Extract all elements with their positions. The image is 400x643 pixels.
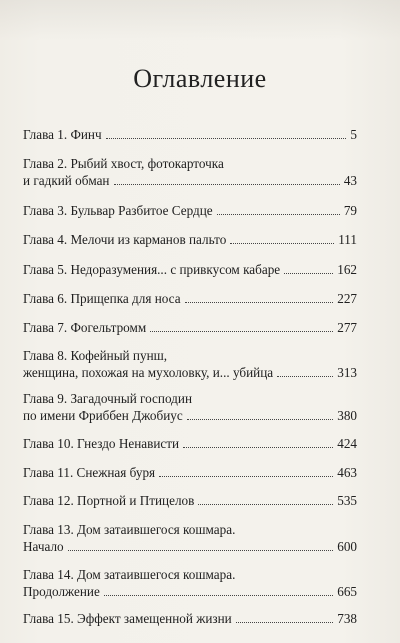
toc-entry-title: Глава 10. Гнездо Ненависти [23, 436, 180, 451]
toc-entry-page: 227 [337, 291, 357, 306]
dot-leader [150, 330, 333, 332]
toc-entry-page: 463 [337, 465, 357, 480]
toc-entry-2 [23, 155, 357, 189]
dot-leader [198, 503, 333, 505]
toc-entry-title-cont: женщина, похожая на мухоловку, и... убийца [23, 365, 274, 380]
toc-entry-title: Глава 6. Прищепка для носа [23, 291, 181, 306]
toc-entry-title: Глава 2. Рыбий хвост, фотокарточка [23, 156, 224, 171]
toc-entry-page: 535 [337, 493, 357, 508]
toc-entry-title: Глава 13. Дом затаившегося кошмара. [23, 522, 236, 537]
toc-entry-10 [23, 435, 357, 452]
toc-entry-page: 5 [350, 127, 357, 142]
toc-entry-title-cont: Начало [23, 539, 64, 554]
toc-entry-5 [23, 261, 357, 278]
dot-leader [236, 621, 333, 623]
toc-entry-9 [23, 390, 357, 424]
toc-entry-title: Глава 12. Портной и Птицелов [23, 493, 195, 508]
toc-entry-title: Глава 14. Дом затаившегося кошмара. [23, 567, 236, 582]
dot-leader [284, 272, 333, 274]
toc-entry-6 [23, 290, 357, 307]
dot-leader [106, 137, 347, 139]
dot-leader [68, 549, 334, 551]
toc-entry-page: 600 [337, 539, 357, 554]
page-title: Оглавление [133, 64, 267, 93]
toc-entry-1 [23, 126, 357, 143]
toc-entry-page: 79 [343, 203, 357, 218]
dot-leader [217, 213, 340, 215]
toc-entry-title: Глава 5. Недоразумения... с привкусом кабаре [23, 262, 281, 277]
dot-leader [277, 375, 333, 377]
toc-entry-page: 424 [337, 436, 357, 451]
dot-leader [104, 594, 333, 596]
toc-entry-title: Глава 1. Финч [23, 127, 102, 142]
toc-entry-3 [23, 202, 357, 219]
toc-entry-page: 162 [337, 262, 357, 277]
toc-entry-title-cont: Продолжение [23, 584, 100, 599]
toc-entry-13 [23, 521, 357, 555]
dot-leader [187, 418, 333, 420]
dot-leader [183, 446, 333, 448]
toc-entry-title-cont: по имени Фриббен Джобиус [23, 408, 183, 423]
toc-entry-title: Глава 7. Фогельтромм [23, 320, 147, 335]
dot-leader [185, 301, 334, 303]
toc-entry-8 [23, 347, 357, 381]
toc-entry-4 [23, 231, 357, 248]
dot-leader [114, 183, 340, 185]
toc-entry-12 [23, 492, 357, 509]
toc-entry-page: 277 [337, 320, 357, 335]
toc-entry-title: Глава 11. Снежная буря [23, 465, 156, 480]
toc-entry-title: Глава 8. Кофейный пунш, [23, 348, 168, 363]
toc-entry-title: Глава 15. Эффект замещенной жизни [23, 611, 232, 626]
toc-entry-14 [23, 566, 357, 600]
toc-entry-title: Глава 4. Мелочи из карманов пальто [23, 232, 227, 247]
toc-entry-15 [23, 610, 357, 627]
toc-entry-page: 665 [337, 584, 357, 599]
toc-entry-page: 313 [337, 365, 357, 380]
toc-entry-title: Глава 9. Загадочный господин [23, 391, 192, 406]
toc-entry-7 [23, 319, 357, 336]
page-shadow [0, 0, 400, 40]
dot-leader [159, 475, 333, 477]
toc-entry-title-cont: и гадкий обман [23, 173, 110, 188]
dot-leader [230, 242, 334, 244]
toc-entry-page: 380 [337, 408, 357, 423]
toc-entry-page: 43 [343, 173, 357, 188]
toc-entry-page: 738 [337, 611, 357, 626]
toc-entry-page: 111 [338, 232, 357, 247]
toc-entry-title: Глава 3. Бульвар Разбитое Сердце [23, 203, 213, 218]
toc-entry-11 [23, 464, 357, 481]
